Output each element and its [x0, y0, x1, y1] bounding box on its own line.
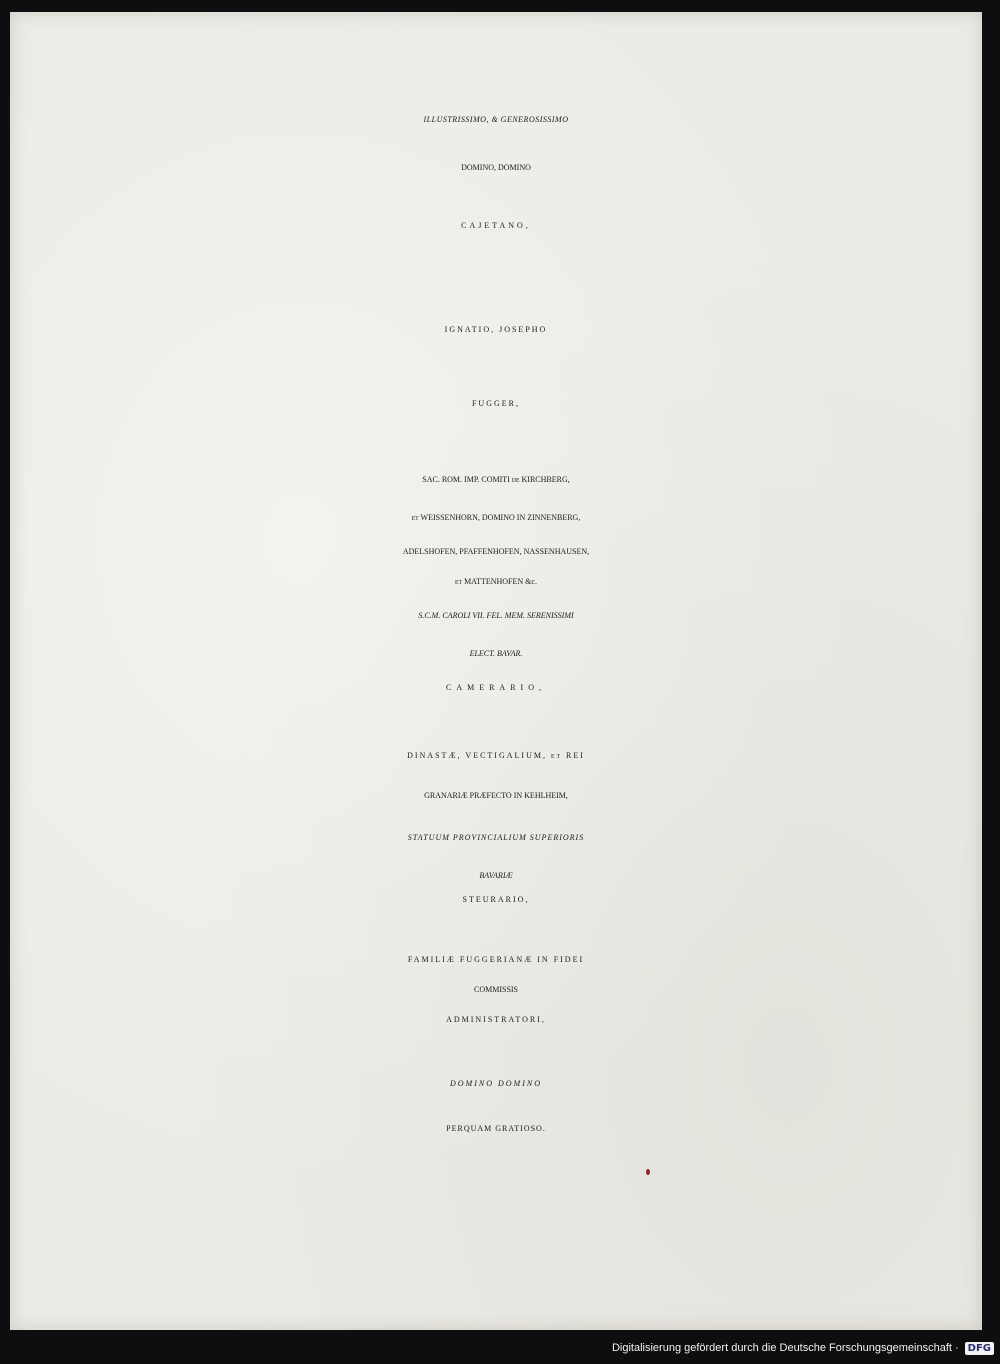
dedication-title-steurario: STEURARIO,: [462, 895, 530, 904]
line6-part-b: DE: [511, 478, 520, 484]
dedication-name-fugger: FUGGER,: [471, 399, 520, 408]
line13-part-b: ET: [550, 754, 562, 760]
dedication-name-cajetano: CAJETANO,: [461, 221, 531, 230]
line13-part-c: REI: [562, 751, 585, 760]
dedication-name-ignatio-josepho: IGNATIO, JOSEPHO: [444, 325, 548, 334]
digitization-footer: [612, 1338, 994, 1358]
line9-part-a: ET: [455, 580, 463, 586]
dedication-line-22: PERQUAM GRATIOSO.: [446, 1124, 546, 1133]
dfg-logo-icon: DFG: [965, 1342, 994, 1355]
dedication-line-21: DOMINO DOMINO: [450, 1079, 542, 1088]
dedication-line-19: COMMISSIS: [473, 985, 518, 994]
line9-part-b: MATTENHOFEN &c.: [462, 577, 537, 586]
line7-part-b: WEISSENHORN, DOMINO IN ZINNENBERG,: [418, 513, 581, 522]
dedication-line-2: DOMINO, DOMINO: [461, 163, 531, 172]
dedication-line-1: ILLUSTRISSIMO, & GENEROSISSIMO: [423, 115, 569, 124]
footer-credit-text: Digitalisierung gefördert durch die Deutsche Forschungsgemeinschaft ·: [611, 1342, 959, 1354]
line6-part-c: KIRCHBERG,: [519, 475, 570, 484]
ink-speck: [646, 1169, 650, 1175]
dedication-line-10: S.C.M. CAROLI VII. FEL. MEM. SERENISSIMI: [418, 611, 574, 620]
dedication-line-6: [10, 476, 982, 485]
dedication-line-15: STATUUM PROVINCIALIUM SUPERIORIS: [407, 833, 585, 842]
dedication-line-9: [10, 578, 982, 587]
dedication-line-18: FAMILIÆ FUGGERIANÆ IN FIDEI: [407, 955, 585, 964]
line7-part-a: ET: [411, 516, 419, 522]
dedication-line-13: [10, 752, 982, 761]
line13-part-a: DINASTÆ, VECTIGALIUM,: [407, 751, 551, 760]
dedication-line-16: BAVARIÆ: [479, 871, 513, 880]
dedication-title-camerario: CAMERARIO,: [445, 683, 546, 692]
line6-part-a: SAC. ROM. IMP. COMITI: [422, 475, 512, 484]
dedication-line-8: ADELSHOFEN, PFAFFENHOFEN, NASSENHAUSEN,: [402, 547, 590, 556]
dedication-line-11: ELECT. BAVAR.: [469, 649, 523, 658]
book-page: [10, 12, 982, 1330]
dedication-line-14: GRANARIÆ PRÆFECTO IN KEHLHEIM,: [424, 791, 568, 800]
dedication-line-7: [10, 514, 982, 523]
dedication-title-administratori: ADMINISTRATORI,: [446, 1015, 546, 1024]
